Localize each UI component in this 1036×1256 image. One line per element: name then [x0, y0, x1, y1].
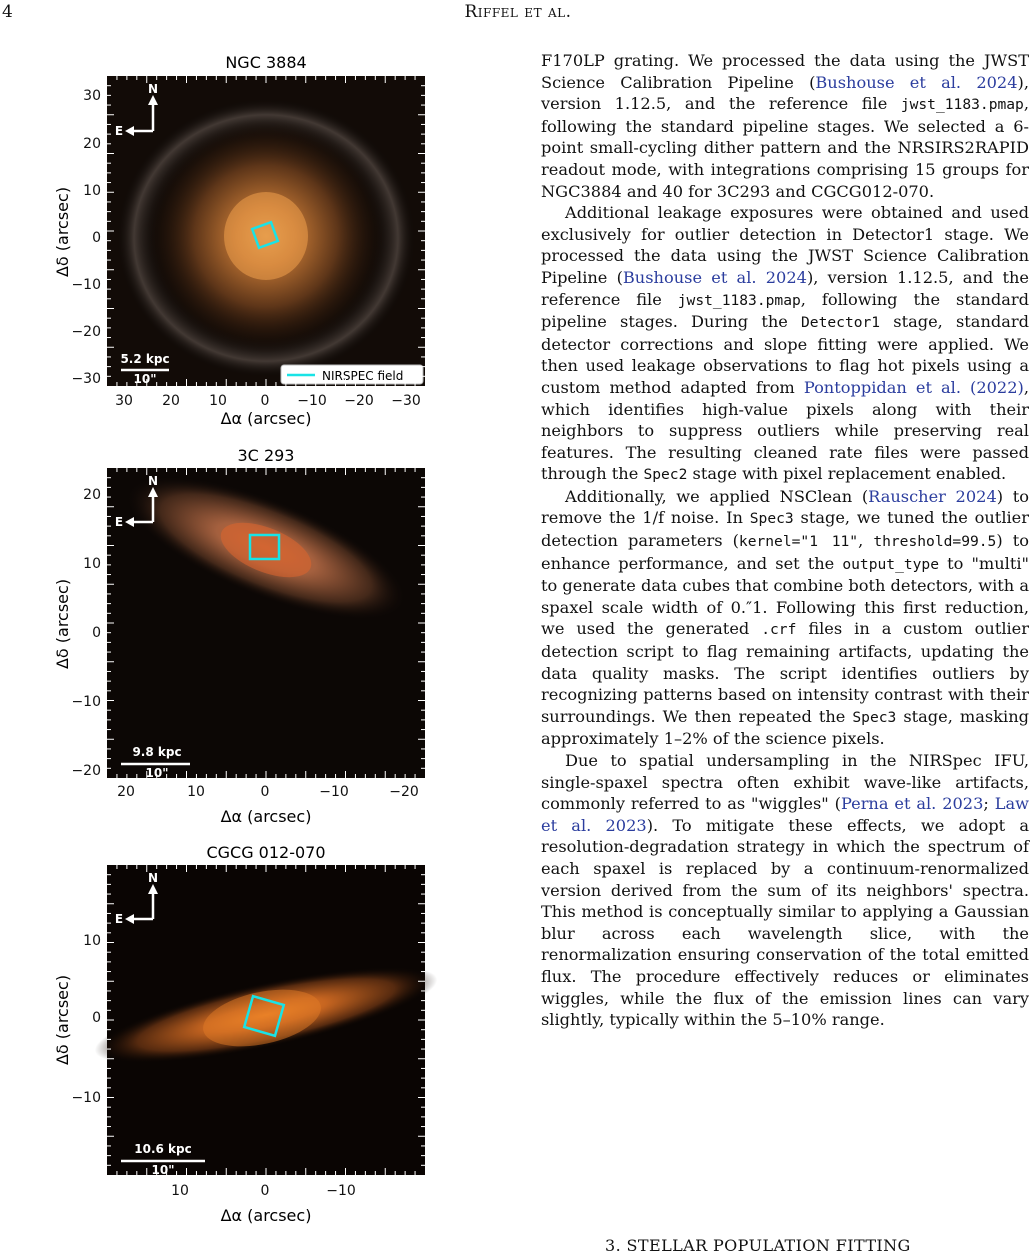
svg-text:−10: −10 [71, 277, 101, 293]
panel-3c293 [53, 446, 425, 826]
svg-text:10: 10 [83, 556, 101, 572]
scale-kpc: 5.2 kpc [120, 352, 170, 366]
svg-text:−10: −10 [326, 1183, 356, 1199]
svg-text:20: 20 [83, 136, 101, 152]
citation-link[interactable]: Bushouse et al. 2024 [815, 72, 1018, 92]
svg-text:−10: −10 [319, 784, 349, 800]
svg-text:−20: −20 [344, 393, 374, 409]
svg-text:−30: −30 [71, 371, 101, 387]
scale-arcsec: 10" [145, 766, 169, 780]
section-heading: 3. STELLAR POPULATION FITTING [605, 1236, 911, 1255]
citation-link[interactable]: Pontoppidan et al. (2022) [803, 377, 1024, 397]
citation-link[interactable]: Bushouse et al. 2024 [622, 267, 807, 287]
svg-text:0: 0 [92, 230, 101, 246]
svg-text:10: 10 [187, 784, 205, 800]
svg-text:−20: −20 [71, 324, 101, 340]
scale-kpc: 9.8 kpc [132, 745, 182, 759]
scale-kpc: 10.6 kpc [134, 1142, 192, 1156]
panel-title: 3C 293 [237, 446, 295, 465]
svg-text:N: N [147, 871, 159, 885]
svg-text:N: N [147, 474, 159, 488]
svg-text:10: 10 [209, 393, 227, 409]
panel-cgcg012-070 [53, 843, 444, 1225]
svg-text:10: 10 [83, 183, 101, 199]
legend-label: NIRSPEC field [322, 369, 404, 383]
svg-text:0: 0 [260, 784, 270, 800]
paragraph-3: Additionally, we applied NSClean (Rauscher 2024) to remove the 1/f noise. In Spec3 stage, we tuned the outlier detection parameters (kernel="1 11", threshold=99.5) to enhance performance, and set the output_type to "multi" to generate data cubes that combine both detectors, with a spaxel scale width of 0.″1. Following this first reduction, we used the generated .crf files in a custom outlier detection script to flag remaining artifacts, updating the data quality masks. The script identifies outliers by recognizing patterns based on intensity contrast with their surroundings. We then repeated the Spec3 stage, masking approximately 1–2% of the science pixels. [541, 486, 1029, 749]
svg-text:−20: −20 [71, 763, 101, 779]
svg-text:−30: −30 [391, 393, 421, 409]
svg-text:0: 0 [260, 393, 270, 409]
svg-text:−20: −20 [389, 784, 419, 800]
svg-text:20: 20 [162, 393, 180, 409]
paragraph-2: Additional leakage exposures were obtained and used exclusively for outlier detection in Detector1 stage. We processed the data using the JWST Science Calibration Pipeline (Bushouse et al. 2024), version 1.12.5, and the reference file jwst_1183.pmap, following the standard pipeline stages. During the Detector1 stage, standard detector corrections and slope fitting were applied. We then used leakage observations to flag hot pixels using a custom method adapted from Pontoppidan et al. (2022), which identifies high-value pixels along with their neighbors to suppress outliers while preserving real features. The resulting cleaned rate files were passed through the Spec2 stage with pixel replacement enabled. [541, 203, 1029, 484]
svg-text:E: E [114, 912, 124, 926]
svg-text:Δα (arcsec): Δα (arcsec) [220, 807, 312, 826]
y-axis-label: Δδ (arcsec) [53, 186, 72, 278]
svg-text:30: 30 [115, 393, 133, 409]
scale-arcsec: 10" [151, 1163, 175, 1177]
svg-text:10: 10 [83, 933, 101, 949]
svg-text:10: 10 [171, 1183, 189, 1199]
svg-text:−10: −10 [297, 393, 327, 409]
paragraph-4: Due to spatial undersampling in the NIRSpec IFU, single-spaxel spectra often exhibit wave-like artifacts, commonly referred to as "wiggles" (Perna et al. 2023; Law et al. 2023). To mitigate these effects, we adopt a resolution-degradation strategy in which the spectrum of each spaxel is replaced by a continuum-renormalized version derived from the sum of its neighbors' spectra. This method is conceptually similar to applying a Gaussian blur across each wavelength slice, with the renormalization ensuring conservation of the total emitted flux. The procedure effectively reduces or eliminates wiggles, while the flux of the emission lines can vary slightly, typically within the 5–10% range. [541, 751, 1030, 1030]
svg-text:0: 0 [92, 1010, 101, 1026]
text-column [541, 50, 1029, 1031]
svg-text:20: 20 [117, 784, 135, 800]
citation-link[interactable]: Law et al. 2023 [541, 794, 1030, 835]
x-axis-label: Δα (arcsec) [220, 409, 312, 428]
svg-text:−10: −10 [71, 694, 101, 710]
panel-title: NGC 3884 [225, 53, 307, 72]
svg-text:20: 20 [83, 487, 101, 503]
svg-text:Δα (arcsec): Δα (arcsec) [220, 1206, 312, 1225]
svg-text:E: E [114, 515, 124, 529]
page-number: 4 [2, 2, 13, 22]
running-title: Riffel et al. [464, 2, 572, 22]
svg-text:Δδ (arcsec): Δδ (arcsec) [53, 578, 72, 670]
svg-text:0: 0 [260, 1183, 270, 1199]
panel-title: CGCG 012-070 [206, 843, 326, 862]
svg-text:30: 30 [83, 88, 101, 104]
svg-text:−10: −10 [71, 1090, 101, 1106]
citation-link[interactable]: Rauscher 2024 [868, 486, 997, 506]
north-label: N [147, 82, 159, 96]
east-label: E [114, 124, 124, 138]
svg-text:Δδ (arcsec): Δδ (arcsec) [53, 974, 72, 1066]
scale-arcsec: 10" [133, 372, 157, 386]
paragraph-1: F170LP grating. We processed the data using the JWST Science Calibration Pipeline (Bushouse et al. 2024), version 1.12.5, and the reference file jwst_1183.pmap, following the standard pipeline stages. We selected a 6-point small-cycling dither pattern and the NRSIRS2RAPID readout mode, with integrations comprising 15 groups for NGC3884 and 40 for 3C293 and CGCG012-070. [541, 51, 1029, 201]
citation-link[interactable]: Perna et al. 2023 [840, 794, 984, 814]
svg-text:0: 0 [92, 625, 101, 641]
